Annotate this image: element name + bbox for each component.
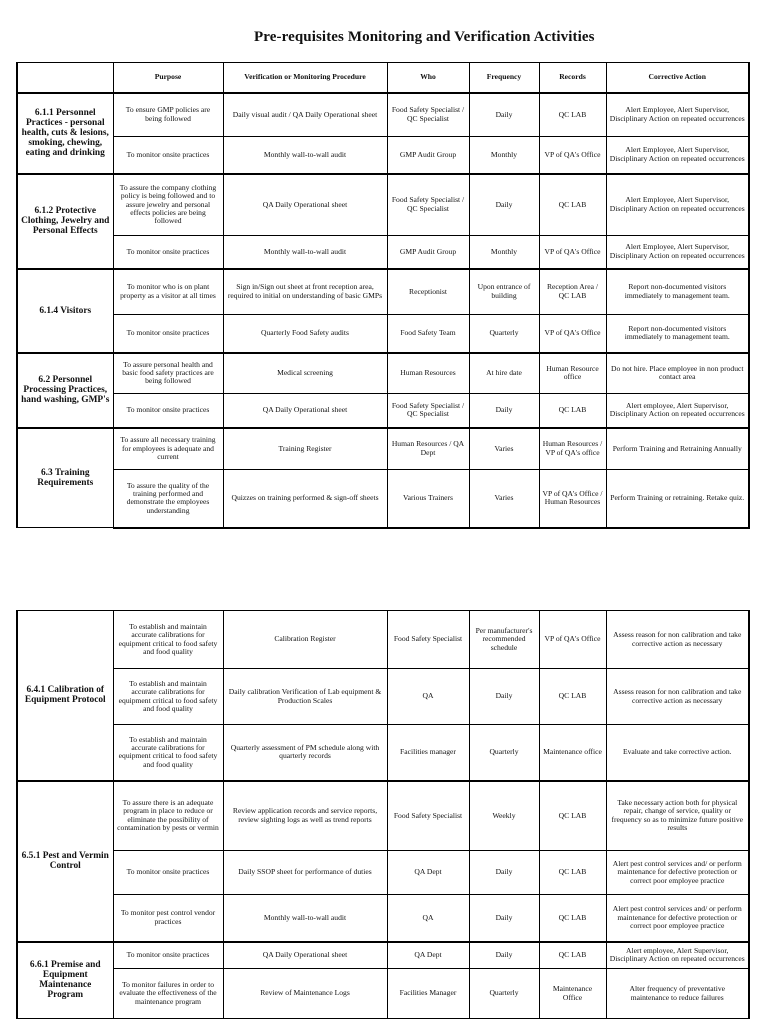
frequency-cell: Varies	[469, 470, 539, 528]
who-cell: Food Safety Specialist / QC Specialist	[387, 394, 469, 428]
procedure-cell: Quarterly assessment of PM schedule along with quarterly records	[223, 725, 387, 781]
corrective-action-cell: Report non-documented visitors immediately to management team.	[606, 269, 749, 315]
corrective-action-cell: Alert Employee, Alert Supervisor, Disciplinary Action on repeated occurrences	[606, 174, 749, 236]
table-row	[17, 269, 749, 315]
records-cell: VP of QA's Office	[539, 236, 606, 269]
records-cell: Human Resources / VP of QA's office	[539, 428, 606, 470]
frequency-cell: Upon entrance of building	[469, 269, 539, 315]
who-cell: GMP Audit Group	[387, 236, 469, 269]
records-cell: VP of QA's Office	[539, 315, 606, 353]
table-row	[17, 137, 749, 174]
records-cell: VP of QA's Office	[539, 611, 606, 669]
who-cell: Facilities Manager	[387, 969, 469, 1019]
column-header-blank	[17, 63, 113, 93]
column-header-frequency: Frequency	[469, 63, 539, 93]
frequency-cell: Daily	[469, 93, 539, 137]
who-cell: Food Safety Specialist	[387, 781, 469, 851]
corrective-action-cell: Take necessary action both for physical repair, change of service, quality or frequency so as to minimize future positive results	[606, 781, 749, 851]
who-cell: Receptionist	[387, 269, 469, 315]
table-row	[17, 93, 749, 137]
procedure-cell: Daily SSOP sheet for performance of duties	[223, 851, 387, 895]
purpose-cell: To monitor who is on plant property as a visitor at all times	[113, 269, 223, 315]
purpose-cell: To assure there is an adequate program in place to reduce or eliminate the possibility of contamination by pests or vermin	[113, 781, 223, 851]
table-row	[17, 781, 749, 851]
table-header-row	[17, 63, 749, 93]
corrective-action-cell: Assess reason for non calibration and take corrective action as necessary	[606, 669, 749, 725]
records-cell: QC LAB	[539, 394, 606, 428]
corrective-action-cell: Assess reason for non calibration and take corrective action as necessary	[606, 611, 749, 669]
records-cell: Maintenance Office	[539, 969, 606, 1019]
table-row	[17, 315, 749, 353]
who-cell: GMP Audit Group	[387, 137, 469, 174]
table-row	[17, 394, 749, 428]
purpose-cell: To establish and maintain accurate calibrations for equipment critical to food safety and food quality	[113, 611, 223, 669]
corrective-action-cell: Perform Training and Retraining Annually	[606, 428, 749, 470]
procedure-cell: Sign in/Sign out sheet at front reception area, required to initial on understanding of basic GMPs	[223, 269, 387, 315]
purpose-cell: To monitor pest control vendor practices	[113, 895, 223, 942]
records-cell: QC LAB	[539, 942, 606, 969]
purpose-cell: To assure the company clothing policy is being followed and to assure jewelry and personal effects policies are being followed	[113, 174, 223, 236]
purpose-cell: To assure personal health and basic food safety practices are being followed	[113, 353, 223, 394]
who-cell: Food Safety Specialist / QC Specialist	[387, 93, 469, 137]
table-row	[17, 611, 749, 669]
who-cell: Food Safety Specialist	[387, 611, 469, 669]
who-cell: Food Safety Specialist / QC Specialist	[387, 174, 469, 236]
records-cell: VP of QA's Office	[539, 137, 606, 174]
records-cell: QC LAB	[539, 669, 606, 725]
purpose-cell: To monitor onsite practices	[113, 315, 223, 353]
table-row	[17, 942, 749, 969]
records-cell: QC LAB	[539, 174, 606, 236]
who-cell: Human Resources	[387, 353, 469, 394]
who-cell: QA Dept	[387, 851, 469, 895]
who-cell: QA Dept	[387, 942, 469, 969]
procedure-cell: Review application records and service reports, review sighting logs as well as trend reports	[223, 781, 387, 851]
frequency-cell: Per manufacturer's recommended schedule	[469, 611, 539, 669]
table-row	[17, 353, 749, 394]
corrective-action-cell: Alter frequency of preventative maintenance to reduce failures	[606, 969, 749, 1019]
who-cell: Various Trainers	[387, 470, 469, 528]
corrective-action-cell: Alert pest control services and/ or perform maintenance for defective protection or correct poor employee practice	[606, 895, 749, 942]
procedure-cell: QA Daily Operational sheet	[223, 174, 387, 236]
records-cell: VP of QA's Office / Human Resources	[539, 470, 606, 528]
procedure-cell: Quarterly Food Safety audits	[223, 315, 387, 353]
purpose-cell: To assure all necessary training for employees is adequate and current	[113, 428, 223, 470]
corrective-action-cell: Alert employee, Alert Supervisor, Disciplinary Action on repeated occurrences	[606, 394, 749, 428]
procedure-cell: Monthly wall-to-wall audit	[223, 137, 387, 174]
purpose-cell: To monitor onsite practices	[113, 236, 223, 269]
purpose-cell: To assure the quality of the training performed and demonstrate the employees understanding	[113, 470, 223, 528]
frequency-cell: Monthly	[469, 137, 539, 174]
who-cell: QA	[387, 895, 469, 942]
activities-table-bottom	[16, 610, 750, 1019]
procedure-cell: QA Daily Operational sheet	[223, 942, 387, 969]
who-cell: Facilities manager	[387, 725, 469, 781]
table-row	[17, 470, 749, 528]
frequency-cell: Daily	[469, 669, 539, 725]
who-cell: Food Safety Team	[387, 315, 469, 353]
frequency-cell: Quarterly	[469, 315, 539, 353]
records-cell: QC LAB	[539, 781, 606, 851]
procedure-cell: QA Daily Operational sheet	[223, 394, 387, 428]
purpose-cell: To monitor onsite practices	[113, 942, 223, 969]
section-name: 6.1.4 Visitors	[17, 269, 113, 353]
frequency-cell: Daily	[469, 942, 539, 969]
who-cell: Human Resources / QA Dept	[387, 428, 469, 470]
table-row	[17, 895, 749, 942]
purpose-cell: To establish and maintain accurate calibrations for equipment critical to food safety and food quality	[113, 669, 223, 725]
corrective-action-cell: Evaluate and take corrective action.	[606, 725, 749, 781]
frequency-cell: Weekly	[469, 781, 539, 851]
table-row	[17, 428, 749, 470]
procedure-cell: Monthly wall-to-wall audit	[223, 895, 387, 942]
frequency-cell: At hire date	[469, 353, 539, 394]
records-cell: QC LAB	[539, 93, 606, 137]
corrective-action-cell: Alert Employee, Alert Supervisor, Disciplinary Action on repeated occurrences	[606, 137, 749, 174]
purpose-cell: To monitor onsite practices	[113, 851, 223, 895]
records-cell: QC LAB	[539, 895, 606, 942]
section-name: 6.6.1 Premise and Equipment Maintenance Program	[17, 942, 113, 1019]
corrective-action-cell: Alert pest control services and/ or perform maintenance for defective protection or correct poor employee practice	[606, 851, 749, 895]
table-row	[17, 725, 749, 781]
frequency-cell: Monthly	[469, 236, 539, 269]
column-header-purpose: Purpose	[113, 63, 223, 93]
corrective-action-cell: Alert employee, Alert Supervisor, Disciplinary Action on repeated occurrences	[606, 942, 749, 969]
table-row	[17, 174, 749, 236]
table-row	[17, 969, 749, 1019]
purpose-cell: To monitor failures in order to evaluate the effectiveness of the maintenance program	[113, 969, 223, 1019]
corrective-action-cell: Alert Employee, Alert Supervisor, Disciplinary Action on repeated occurrences	[606, 236, 749, 269]
corrective-action-cell: Do not hire. Place employee in non product contact area	[606, 353, 749, 394]
frequency-cell: Daily	[469, 174, 539, 236]
procedure-cell: Daily visual audit / QA Daily Operational sheet	[223, 93, 387, 137]
table-row	[17, 236, 749, 269]
activities-table-top	[16, 62, 750, 529]
frequency-cell: Daily	[469, 851, 539, 895]
corrective-action-cell: Report non-documented visitors immediately to management team.	[606, 315, 749, 353]
purpose-cell: To ensure GMP policies are being followed	[113, 93, 223, 137]
section-name: 6.2 Personnel Processing Practices, hand washing, GMP's	[17, 353, 113, 428]
procedure-cell: Monthly wall-to-wall audit	[223, 236, 387, 269]
records-cell: Reception Area / QC LAB	[539, 269, 606, 315]
purpose-cell: To monitor onsite practices	[113, 137, 223, 174]
procedure-cell: Daily calibration Verification of Lab equipment & Production Scales	[223, 669, 387, 725]
section-name: 6.5.1 Pest and Vermin Control	[17, 781, 113, 942]
frequency-cell: Daily	[469, 394, 539, 428]
frequency-cell: Daily	[469, 895, 539, 942]
who-cell: QA	[387, 669, 469, 725]
records-cell: QC LAB	[539, 851, 606, 895]
corrective-action-cell: Perform Training or retraining. Retake quiz.	[606, 470, 749, 528]
frequency-cell: Varies	[469, 428, 539, 470]
records-cell: Maintenance office	[539, 725, 606, 781]
procedure-cell: Review of Maintenance Logs	[223, 969, 387, 1019]
section-name: 6.1.1 Personnel Practices - personal health, cuts & lesions, smoking, chewing, eating and drinking	[17, 93, 113, 174]
records-cell: Human Resource office	[539, 353, 606, 394]
frequency-cell: Quarterly	[469, 725, 539, 781]
column-header-action: Corrective Action	[606, 63, 749, 93]
column-header-procedure: Verification or Monitoring Procedure	[223, 63, 387, 93]
table-row	[17, 669, 749, 725]
purpose-cell: To establish and maintain accurate calibrations for equipment critical to food safety and food quality	[113, 725, 223, 781]
column-header-records: Records	[539, 63, 606, 93]
column-header-who: Who	[387, 63, 469, 93]
section-name: 6.1.2 Protective Clothing, Jewelry and Personal Effects	[17, 174, 113, 269]
procedure-cell: Calibration Register	[223, 611, 387, 669]
procedure-cell: Medical screening	[223, 353, 387, 394]
page-title: Pre-requisites Monitoring and Verification Activities	[254, 29, 595, 45]
section-name: 6.3 Training Requirements	[17, 428, 113, 528]
frequency-cell: Quarterly	[469, 969, 539, 1019]
procedure-cell: Training Register	[223, 428, 387, 470]
purpose-cell: To monitor onsite practices	[113, 394, 223, 428]
table-row	[17, 851, 749, 895]
corrective-action-cell: Alert Employee, Alert Supervisor, Disciplinary Action on repeated occurrences	[606, 93, 749, 137]
procedure-cell: Quizzes on training performed & sign-off sheets	[223, 470, 387, 528]
section-name: 6.4.1 Calibration of Equipment Protocol	[17, 611, 113, 781]
